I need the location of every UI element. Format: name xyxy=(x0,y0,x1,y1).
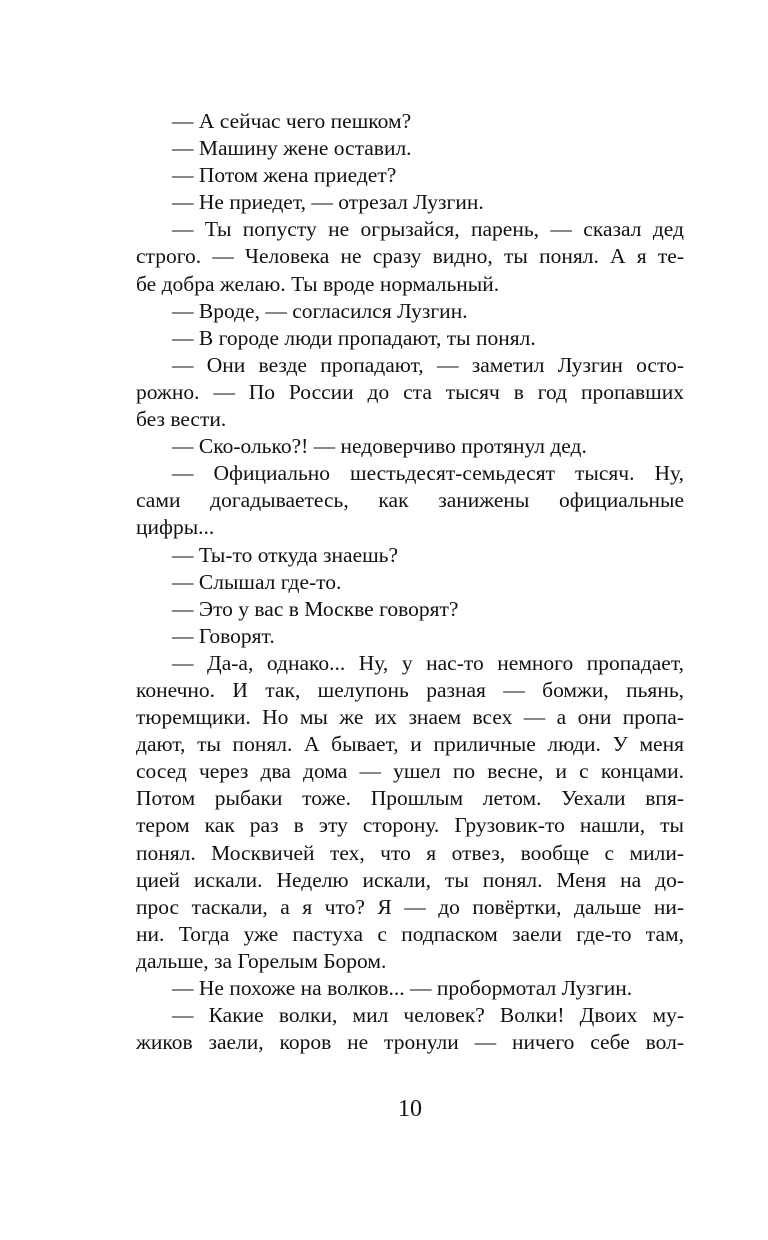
text-line: жиков заели, коров не тронули — ничего себе вол- xyxy=(136,1030,684,1055)
text-line: — Ты попусту не огрызайся, парень, — сказал дед xyxy=(172,217,684,242)
text-line: бе добра желаю. Ты вроде нормальный. xyxy=(136,271,500,296)
text-line: — Машину жене оставил. xyxy=(172,136,412,161)
text-line: сами догадываетесь, как занижены официальные xyxy=(136,488,684,513)
text-line: — Какие волки, мил человек? Волки! Двоих му- xyxy=(172,1003,684,1028)
text-line: — Слышал где-то. xyxy=(172,569,342,594)
text-line: — Говорят. xyxy=(172,623,275,648)
text-line: — А сейчас чего пешком? xyxy=(172,109,412,133)
text-line: понял. Москвичей тех, что я отвез, вообще с мили- xyxy=(136,840,684,865)
text-line: — Потом жена приедет? xyxy=(172,163,397,188)
page-body-text xyxy=(136,108,684,1056)
text-line: — Это у вас в Москве говорят? xyxy=(172,596,459,621)
text-line: — Ско-олько?! — недоверчиво протянул дед. xyxy=(172,434,587,459)
text-line: сосед через два дома — ушел по весне, и с концами. xyxy=(136,759,684,784)
text-line: Потом рыбаки тоже. Прошлым летом. Уехали впя- xyxy=(136,786,684,811)
text-line: без вести. xyxy=(136,407,227,432)
text-line: — Не приедет, — отрезал Лузгин. xyxy=(172,190,484,215)
text-line: цифры... xyxy=(136,515,215,540)
text-line: рожно. — По России до ста тысяч в год пропавших xyxy=(136,379,684,404)
text-line: — Официально шестьдесят-семьдесят тысяч. Ну, xyxy=(172,461,684,486)
text-line: дают, ты понял. А бывает, и приличные люди. У меня xyxy=(136,732,684,757)
page-number: 10 xyxy=(398,1096,422,1122)
text-line: тюремщики. Но мы же их знаем всех — а они пропа- xyxy=(136,705,684,730)
text-line: тером как раз в эту сторону. Грузовик-то нашли, ты xyxy=(136,813,684,838)
text-line: конечно. И так, шелупонь разная — бомжи, пьянь, xyxy=(136,677,684,702)
text-line: цией искали. Неделю искали, ты понял. Меня на до- xyxy=(136,867,684,892)
text-line: — Ты-то откуда знаешь? xyxy=(172,542,399,567)
text-line: строго. — Человека не сразу видно, ты понял. А я те- xyxy=(136,244,684,269)
text-line: дальше, за Горелым Бором. xyxy=(136,948,387,973)
text-line: — Они везде пропадают, — заметил Лузгин осто- xyxy=(172,352,684,377)
text-line: прос таскали, а я что? Я — до повёртки, дальше ни- xyxy=(136,894,684,919)
text-line: ни. Тогда уже пастуха с подпаском заели где-то там, xyxy=(136,921,684,946)
text-line: — Не похоже на волков... — пробормотал Лузгин. xyxy=(172,976,633,1000)
text-line: — Вроде, — согласился Лузгин. xyxy=(172,298,468,323)
text-line: — Да-а, однако... Ну, у нас-то немного пропадает, xyxy=(172,650,684,675)
text-line: — В городе люди пропадают, ты понял. xyxy=(172,325,536,350)
